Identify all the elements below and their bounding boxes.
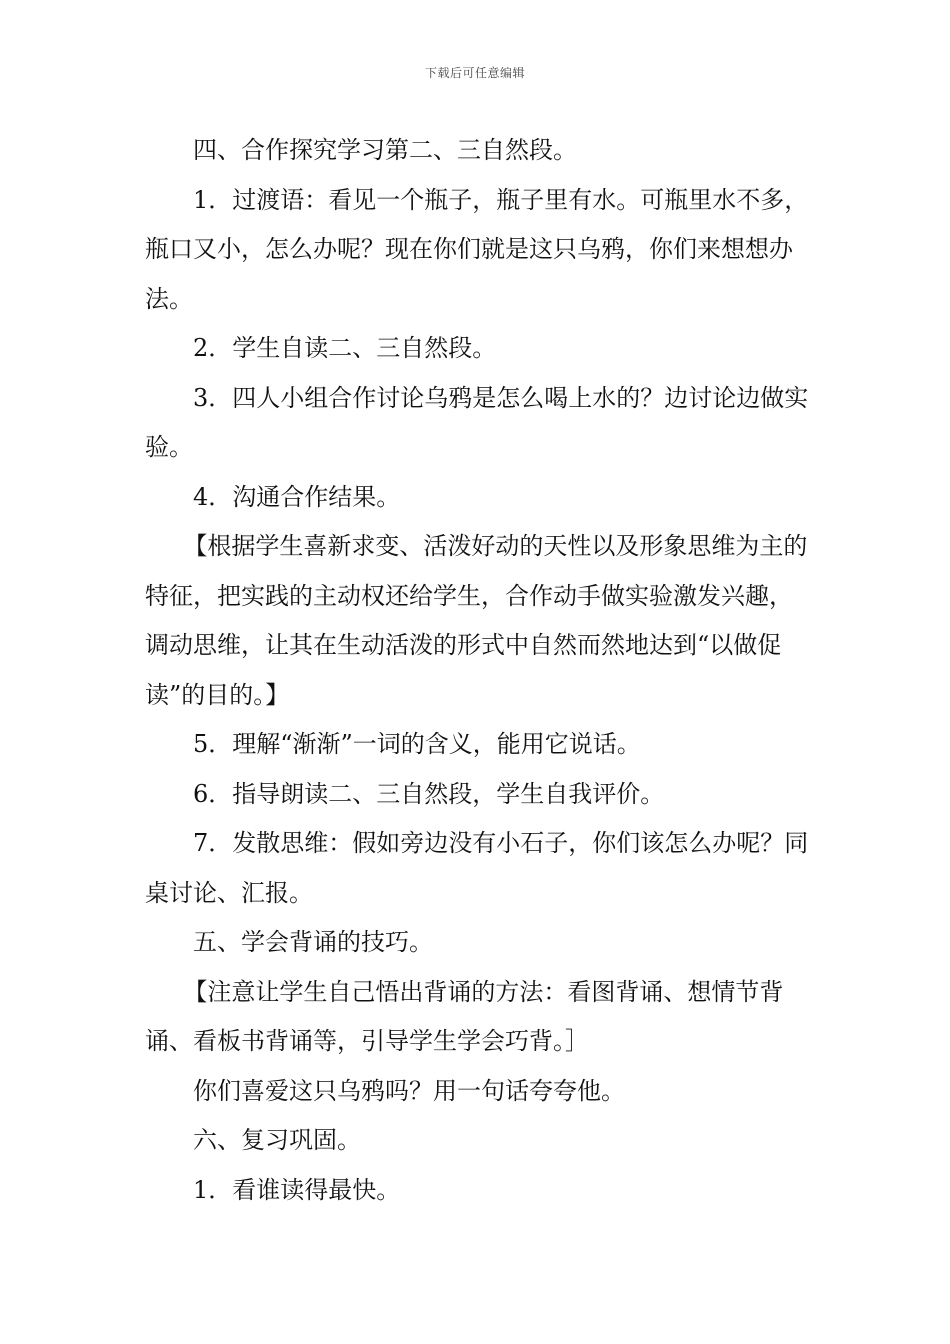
paragraph-item-5-word-meaning: 5．理解“渐渐”一词的含义，能用它说话。: [193, 730, 641, 758]
paragraph-item-3-group-discussion: 3．四人小组合作讨论乌鸦是怎么喝上水的？边讨论边做实验。: [145, 383, 809, 461]
paragraph-note-recitation: 【注意让学生自己悟出背诵的方法：看图背诵、想情节背诵、看板书背诵等，引导学生学会巧背。］: [145, 977, 784, 1055]
paragraph-item-4-share-results: 4．沟通合作结果。: [193, 482, 401, 511]
paragraph-item-2-self-reading: 2．学生自读二、三自然段。: [193, 334, 497, 362]
paragraph-praise-crow: 你们喜爱这只乌鸦吗？用一句话夸夸他。: [193, 1076, 625, 1105]
paragraph-item-7-divergent-thinking: 7．发散思维：假如旁边没有小石子，你们该怎么办呢？同桌讨论、汇报。: [145, 829, 809, 907]
paragraph-section-six-heading: 六、复习巩固。: [193, 1126, 361, 1154]
document-body: [145, 126, 815, 1215]
paragraph-item-6-guided-reading: 6．指导朗读二、三自然段，学生自我评价。: [193, 779, 665, 808]
paragraph-note-design-intent: 【根据学生喜新求变、活泼好动的天性以及形象思维为主的特征，把实践的主动权还给学生，合作动手做实验激发兴趣，调动思维，让其在生动活泼的形式中自然而然地达到“以做促读”的目的。】: [145, 532, 808, 709]
paragraph-section-four-heading: 四、合作探究学习第二、三自然段。: [193, 136, 577, 164]
paragraph-section-five-heading: 五、学会背诵的技巧。: [193, 928, 433, 956]
page-header: 下载后可任意编辑: [424, 66, 525, 80]
paragraph-item-1-speed-reading: 1．看谁读得最快。: [193, 1175, 401, 1204]
paragraph-item-1-transition: 1．过渡语：看见一个瓶子，瓶子里有水。可瓶里水不多，瓶口又小，怎么办呢？现在你们就是这只乌鸦，你们来想想办法。: [145, 185, 809, 313]
